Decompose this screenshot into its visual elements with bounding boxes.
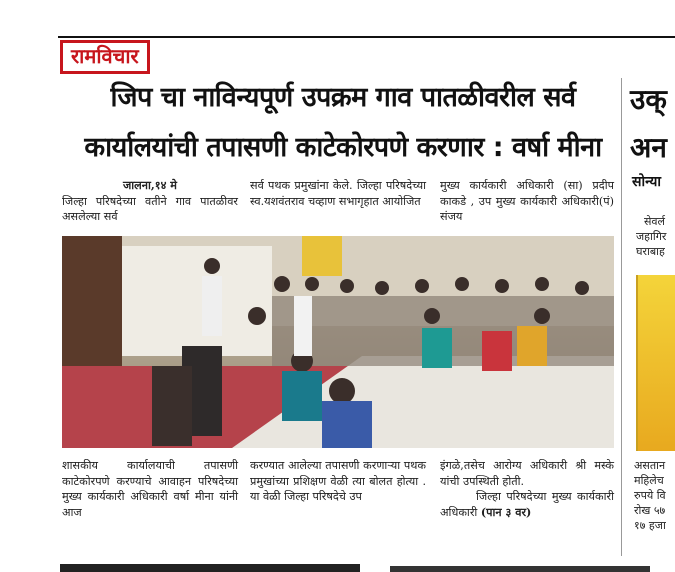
side-line: रुपये वि <box>634 489 666 502</box>
col-1-bottom-text: शासकीय कार्यालयाची तपासणी काटेकोरपणे करण्याचे आवाहन परिषदेच्या मुख्य कार्यकारी अधिकारी वर्षा मीना यांनी आज <box>62 459 238 519</box>
clipped-headline-ink <box>390 566 650 572</box>
headline-line-1: जिप चा नाविन्यपूर्ण उपक्रम गाव पातळीवरील सर्व <box>110 82 576 113</box>
article-col-1-top <box>62 178 238 225</box>
col-3-top-text: मुख्य कार्यकारी अधिकारी (सा) प्रदीप काकडे , उप मुख्य कार्यकारी अधिकारी(पं) संजय <box>440 179 614 223</box>
article-col-2-bottom <box>250 458 426 505</box>
headline-line-2: कार्यालयांची तपासणी काटेकोरपणे करणार : वर्षा मीना <box>84 132 602 163</box>
side-headline-2: अन <box>630 131 667 164</box>
col-2-top-text: सर्व पथक प्रमुखांना केले. जिल्हा परिषदेच्या स्व.यशवंतराव चव्हाण सभागृहात आयोजित <box>250 179 426 208</box>
meeting-photo <box>62 236 614 448</box>
side-body-top <box>636 214 666 259</box>
side-column-rule <box>621 78 622 556</box>
article-col-3-top <box>440 178 614 225</box>
side-line: १७ हजा <box>634 519 666 532</box>
meeting-photo-illustration <box>62 236 614 448</box>
next-story-clipped <box>60 556 675 572</box>
side-headline-1: उक् <box>630 83 667 116</box>
side-line: जहागिर <box>636 230 667 243</box>
section-label: रामविचार <box>60 40 150 74</box>
article-col-3-bottom <box>440 458 614 520</box>
masthead-rule <box>58 36 675 38</box>
side-line: रोख ५७ <box>634 504 666 517</box>
side-line: सेवर्ल <box>644 215 666 228</box>
side-subhead: सोन्या <box>632 174 661 190</box>
col-1-top-text: जिल्हा परिषदेच्या वतीने गाव पातळीवर असलेल्या सर्व <box>62 194 238 223</box>
side-line: घराबाह <box>636 245 665 258</box>
col-2-bottom-text: करण्यात आलेल्या तपासणी करणाऱ्या पथक प्रमुखांच्या प्रशिक्षण वेळी त्या बोलत होत्या . या वेळी जिल्हा परिषदेचे उप <box>250 459 426 503</box>
continued-marker: (पान ३ वर) <box>480 504 532 519</box>
side-photo <box>636 275 675 451</box>
col-3-bottom-text-b-body: जिल्हा परिषदेच्या मुख्य कार्यकारी अधिकारी <box>440 490 614 519</box>
side-line: असतान <box>634 459 666 472</box>
col-3-bottom-text-b <box>440 489 614 520</box>
article-col-1-bottom <box>62 458 238 520</box>
col-3-bottom-text-a: इंगळे,तसेच आरोग्य अधिकारी श्री मस्के यांची उपस्थिती होती. <box>440 459 614 488</box>
side-body-bottom <box>634 458 666 533</box>
article-col-2-top <box>250 178 426 209</box>
clipped-headline-ink <box>60 564 360 572</box>
side-line: महिलेच <box>634 474 664 487</box>
dateline: जालना,१४ मे <box>122 178 177 192</box>
